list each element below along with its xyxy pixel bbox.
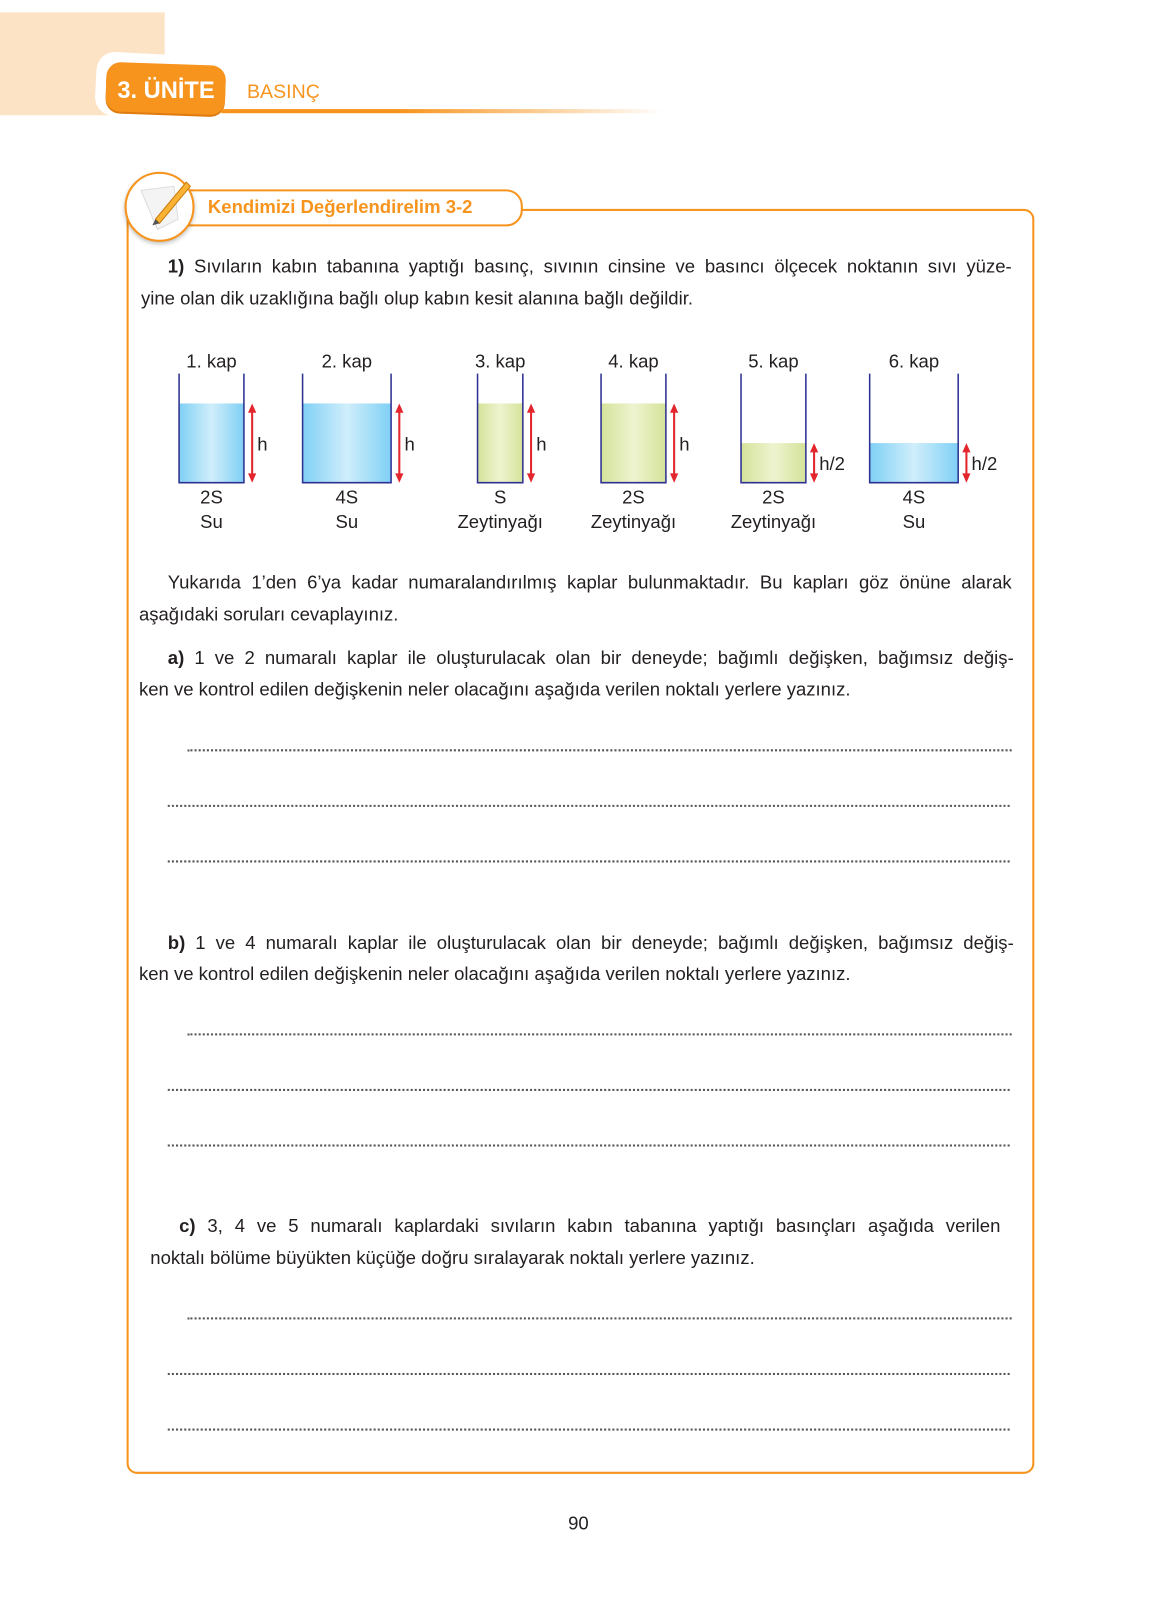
- liquid: [870, 443, 959, 483]
- part-a-line-1: a) 1 ve 2 numaralı kaplar ile oluşturulacak olan bir deneyde; bağımlı değişken, bağımsız değiş-: [167, 647, 1014, 668]
- answer-line-a-1[interactable]: [187, 749, 1011, 751]
- liquid: [601, 403, 666, 482]
- arrow-head-down: [962, 473, 970, 482]
- area-label: 2S: [200, 486, 223, 508]
- unit-label: 3. ÜNİTE: [117, 76, 215, 103]
- arrow-head-down: [248, 473, 256, 482]
- container-2: [303, 350, 415, 532]
- liquid-label: Su: [200, 510, 223, 532]
- answer-line-b-3[interactable]: [168, 1144, 1010, 1146]
- container-label: 6. kap: [888, 350, 940, 372]
- answer-line-a-2[interactable]: [168, 805, 1010, 807]
- height-label: h/2: [819, 453, 845, 475]
- question-1-line-1: 1) Sıvıların kabın tabanına yaptığı basınç, sıvının cinsine ve basıncı ölçecek noktanın sıvı yüze-: [167, 256, 1012, 277]
- liquid-label: Su: [902, 510, 926, 532]
- container-label: 2. kap: [321, 350, 373, 372]
- part-b-line-2: ken ve kontrol edilen değişkenin neler olacağını aşağıda verilen noktalı yerlere yazınız.: [138, 963, 851, 984]
- area-label: 4S: [902, 486, 926, 508]
- section-title: Kendimizi Değerlendirelim 3-2: [207, 196, 473, 218]
- part-c-line-2: noktalı bölüme büyükten küçüğe doğru sıralayarak noktalı yerlere yazınız.: [150, 1247, 755, 1268]
- containers-figure: [154, 340, 998, 546]
- height-label: h: [257, 433, 268, 455]
- pencil-paper-icon: [125, 172, 195, 242]
- part-c-line-1: c) 3, 4 ve 5 numaralı kaplardaki sıvıların kabın tabanına yaptığı basınçları aşağıda verilen: [179, 1215, 1001, 1237]
- unit-topic: BASINÇ: [247, 81, 320, 103]
- arrow-head-down: [527, 473, 535, 482]
- area-label: 2S: [762, 486, 785, 508]
- liquid-label: Su: [335, 510, 359, 532]
- question-1-line-2: yine olan dik uzaklığına bağlı olup kabın kesit alanına bağlı değildir.: [141, 288, 694, 309]
- height-label: h/2: [971, 453, 998, 475]
- arrow-head-up: [670, 403, 678, 412]
- container-6: [870, 350, 998, 532]
- answer-line-c-1[interactable]: [187, 1317, 1011, 1319]
- answer-line-b-2[interactable]: [168, 1089, 1010, 1091]
- height-label: h: [679, 433, 690, 455]
- answer-line-c-3[interactable]: [168, 1429, 1010, 1431]
- height-label: h: [404, 433, 415, 455]
- intro-line-1: Yukarıda 1’den 6’ya kadar numaralandırılmış kaplar bulunmaktadır. Bu kapları göz önüne alarak: [167, 572, 1012, 593]
- container-label: 3. kap: [474, 350, 526, 372]
- area-label: 4S: [335, 486, 359, 508]
- answer-line-a-3[interactable]: [168, 860, 1010, 862]
- liquid-label: Zeytinyağı: [590, 510, 677, 532]
- liquid: [478, 403, 523, 482]
- liquid-label: Zeytinyağı: [457, 510, 543, 532]
- container-1: [179, 350, 268, 532]
- arrow-head-up: [395, 403, 403, 412]
- container-4: [591, 350, 690, 532]
- arrow-head-down: [810, 473, 818, 482]
- area-label: 2S: [622, 486, 645, 508]
- area-label: S: [494, 486, 507, 508]
- intro-line-2: aşağıdaki soruları cevaplayınız.: [138, 604, 399, 625]
- part-b-line-1: b) 1 ve 4 numaralı kaplar ile oluşturulacak olan bir deneyde; bağımlı değişken, bağımsız değiş-: [167, 932, 1014, 954]
- arrow-head-down: [395, 473, 403, 482]
- height-label: h: [536, 433, 547, 455]
- liquid: [303, 403, 392, 482]
- container-5: [731, 350, 845, 532]
- arrow-head-down: [670, 473, 678, 482]
- container-label: 4. kap: [608, 350, 659, 372]
- arrow-head-up: [248, 403, 256, 412]
- answer-line-c-2[interactable]: [168, 1373, 1010, 1375]
- part-a-line-2: ken ve kontrol edilen değişkenin neler olacağını aşağıda verilen noktalı yerlere yazınız.: [138, 679, 851, 700]
- container-label: 5. kap: [748, 350, 799, 372]
- container-label: 1. kap: [186, 350, 237, 372]
- container-3: [457, 350, 546, 532]
- liquid-label: Zeytinyağı: [730, 510, 817, 532]
- header-rule: [221, 109, 664, 113]
- arrow-head-up: [527, 403, 535, 412]
- liquid: [741, 443, 806, 483]
- page-number: 90: [568, 1512, 589, 1534]
- answer-line-b-1[interactable]: [187, 1033, 1011, 1035]
- arrow-head-up: [962, 443, 970, 452]
- arrow-head-up: [810, 443, 818, 452]
- liquid: [179, 403, 244, 482]
